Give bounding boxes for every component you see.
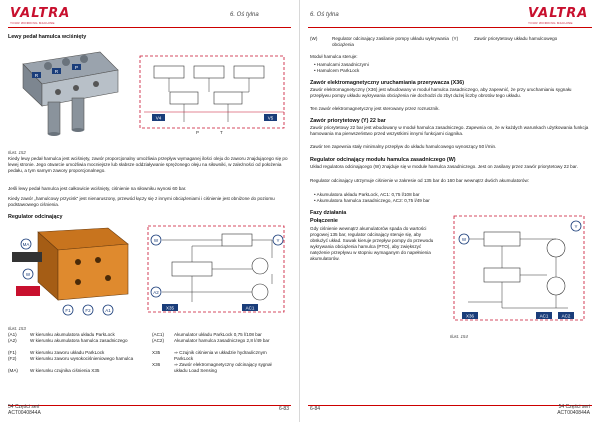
regulator-block-shape [12, 228, 128, 300]
svg-text:R: R [34, 73, 39, 78]
legend-item-ac1: (AC1) Akumulator układu ParkLock 0,75 l/108 bar [152, 332, 262, 337]
legend-item-ac2: (AC2) Akumulator hamulca zasadniczego 2,8 l/49 bar [152, 338, 270, 343]
heading-operating-phases: Fazy działania [310, 210, 347, 216]
valtra-logo: VALTRA [528, 6, 589, 21]
accumulator-item-2: • Akumulatora hamulca zasadniczego, AC2: 0,75 l/49 bar [314, 198, 430, 203]
legend-item-w: (W) Regulator odcinający zasilanie pompy układu wykrywania obciążenia [310, 36, 449, 47]
svg-text:Y: Y [276, 237, 280, 243]
legend-item-y: (Y) Zawór priorytetowy układu hamulcowego [452, 36, 558, 41]
paragraph-connection: Gdy ciśnienie wewnątrz akumulatorów spada do wartości progowej 135 bar, regulator odcinający steruje się, aby obsłużyć układ. Suwak kieruje przepływ pompy do przewodu wykrywania obciążenia hamulca (PTO), aby zwiększyć natężenie przepływu w stopniu wymaganym do napełnienia akumulatorów. [310, 226, 434, 261]
v5-label: V5 [267, 115, 274, 121]
v4-label: V4 [155, 115, 162, 121]
header-rule [308, 27, 592, 28]
legend-item-x36: X36 ⇒ Zawór elektromagnetyczny odcinający sygnał układu Load Sensing [152, 362, 272, 373]
svg-text:MA: MA [22, 241, 30, 247]
heading-x36-valve: Zawór elektromagnetyczny uruchamiania przerywacza (X36) [310, 80, 464, 86]
figure-caption-154: Ilust. 154 [450, 334, 468, 339]
svg-text:AC1: AC1 [245, 305, 255, 311]
figure-caption-152: Ilust. 152 [8, 150, 26, 155]
svg-text:W: W [153, 237, 159, 243]
left-footer-rule [8, 405, 291, 406]
left-header [0, 0, 299, 28]
header-section-label: 6. Oś tylna [310, 12, 339, 18]
paragraph-left-brake-3: Kiedy zawór „hamulcowy przycisk” jest nienaruszony, przewód łączy się z innymi obciążeniami i ciśnienie jest obniżone do poziomu podstawowego ciśnienia. [8, 196, 275, 207]
heading-cutoff-regulator: Regulator odcinający [8, 214, 63, 220]
hydraulic-schematic-2 [142, 222, 292, 322]
valtra-logo: VALTRA [10, 6, 71, 21]
valtra-logo-sub: YOUR WORKING MACHINE [528, 21, 573, 25]
svg-text:AC1: AC1 [539, 313, 549, 319]
module-item-service-brakes: • Hamulcami zasadniczymi [314, 62, 369, 67]
right-page [300, 0, 600, 422]
svg-text:W: W [25, 271, 31, 277]
regulator-block-illustration [8, 222, 138, 322]
paragraph-cutoff-1: Układ regulatora odcinającego (W) znajduje się w module hamulca zasadniczego. Jest on zasilany przez zawór priorytetowy 22 bar. [310, 164, 578, 169]
paragraph-x36-1: Zawór elektromagnetyczny (X36) jest wbudowany w moduł hamulca zasadniczego, aby zapewnić, że przy uruchamianiu sygnału przepływu pompy układu wykrywania obciążenia nie dochodzi do zbyt dużej liczby obrotów tego układu. [310, 87, 572, 98]
svg-text:F2: F2 [85, 307, 91, 313]
paragraph-priority-2: Zawór ten zapewnia stały minimalny przepływ do układu hamulcowego wynoszący 50 l/min. [310, 144, 497, 149]
svg-text:X35: X35 [165, 305, 175, 311]
right-page-number: 6-84 [310, 406, 321, 412]
port-p-label: P [196, 130, 200, 135]
right-header [300, 0, 600, 28]
legend-item-ma: (MA) W kierunku czujnika ciśnienia X35 [8, 368, 100, 373]
accumulator-item-1: • Akumulatora układu ParkLock, AC1: 0,75 l/108 bar [314, 192, 420, 197]
heading-service-cutoff: Regulator odcinający modułu hamulca zasadniczego (W) [310, 157, 456, 163]
hydraulic-schematic-1 [134, 52, 294, 138]
valtra-logo-sub: YOUR WORKING MACHINE [10, 21, 55, 25]
svg-text:Y: Y [574, 223, 578, 229]
left-page-number: 6-83 [278, 406, 289, 412]
paragraph-left-brake-1: Kiedy lewy pedał hamulca jest wciśnięty, zawór proporcjonalny umożliwia przepływ wymaganej ilości oleju do zaworu znajdującego się po lewej stronie. Jego otwarcie umożliwia mocniejsze lub słabsze oddziaływanie sprężonego oleju na siłowniki, w zależności od położenia pedału, a tym samym zawory proporcjonalnego. [8, 156, 288, 173]
module-item-parklock: • Hamulcem ParkLock [314, 68, 360, 73]
svg-text:X36: X36 [465, 313, 475, 319]
svg-text:F1: F1 [65, 307, 71, 313]
svg-text:A2: A2 [153, 289, 159, 295]
paragraph-left-brake-2: Jeśli lewy pedał hamulca jest całkowicie wciśnięty, ciśnienie na siłowniku wynosi 60 bar. [8, 186, 187, 191]
right-footer-rule [308, 405, 592, 406]
header-section-label: 6. Oś tylna [230, 12, 259, 18]
modules-intro: Moduł hamulca steruje: [310, 54, 358, 59]
port-t-label: T [220, 130, 223, 135]
paragraph-cutoff-2: Regulator odcinający utrzymuje ciśnienie w zakresie od 135 bar do 160 bar wewnątrz dwóch akumulatorów: [310, 178, 530, 183]
svg-text:AC2: AC2 [561, 313, 571, 319]
legend-item-f2: (F2) W kierunku zaworu wysokociśnieniowego hamulca [8, 356, 134, 361]
right-footer-text: 54 Części seri ACT0040844A [557, 404, 590, 416]
heading-left-brake-pressed: Lewy pedał hamulca wciśnięty [8, 34, 87, 40]
header-rule [8, 27, 291, 28]
paragraph-x36-2: Ten zawór elektromagnetyczny jest sterowany przez rozrusznik. [310, 106, 440, 111]
figure-caption-153: Ilust. 153 [8, 326, 26, 331]
hydraulic-schematic-3 [448, 212, 592, 332]
svg-text:A1: A1 [105, 307, 111, 313]
left-footer-text: 54 Części seri ACT0040844A [8, 404, 41, 416]
valve-block-illustration [8, 42, 126, 146]
legend-item-f1: (F1) W kierunku zaworu układu ParkLock [8, 350, 105, 355]
legend-item-a1: (A1) W kierunku akumulatora układu ParkLock [8, 332, 115, 337]
svg-text:R: R [54, 69, 59, 74]
paragraph-priority-1: Zawór priorytetowy 22 bar jest wbudowany w moduł hamulca zasadniczego. Zapewnia on, że w każdych warunkach użytkowania funkcja hamowania ma pierwszeństwo przed wszystkimi innymi funkcjami ciągnika. [310, 125, 589, 136]
valve-block-shape [23, 52, 118, 136]
svg-text:P: P [74, 65, 79, 70]
legend-item-a2: (A2) W kierunku akumulatora hamulca zasadniczego [8, 338, 128, 343]
svg-text:W: W [461, 236, 467, 242]
legend-item-x35: X35 ⇒ Czujnik ciśnienia w układzie hydraulicznym ParkLock [152, 350, 267, 361]
heading-connection: Połączenie [310, 218, 338, 224]
heading-priority-valve: Zawór priorytetowy (Y) 22 bar [310, 118, 386, 124]
